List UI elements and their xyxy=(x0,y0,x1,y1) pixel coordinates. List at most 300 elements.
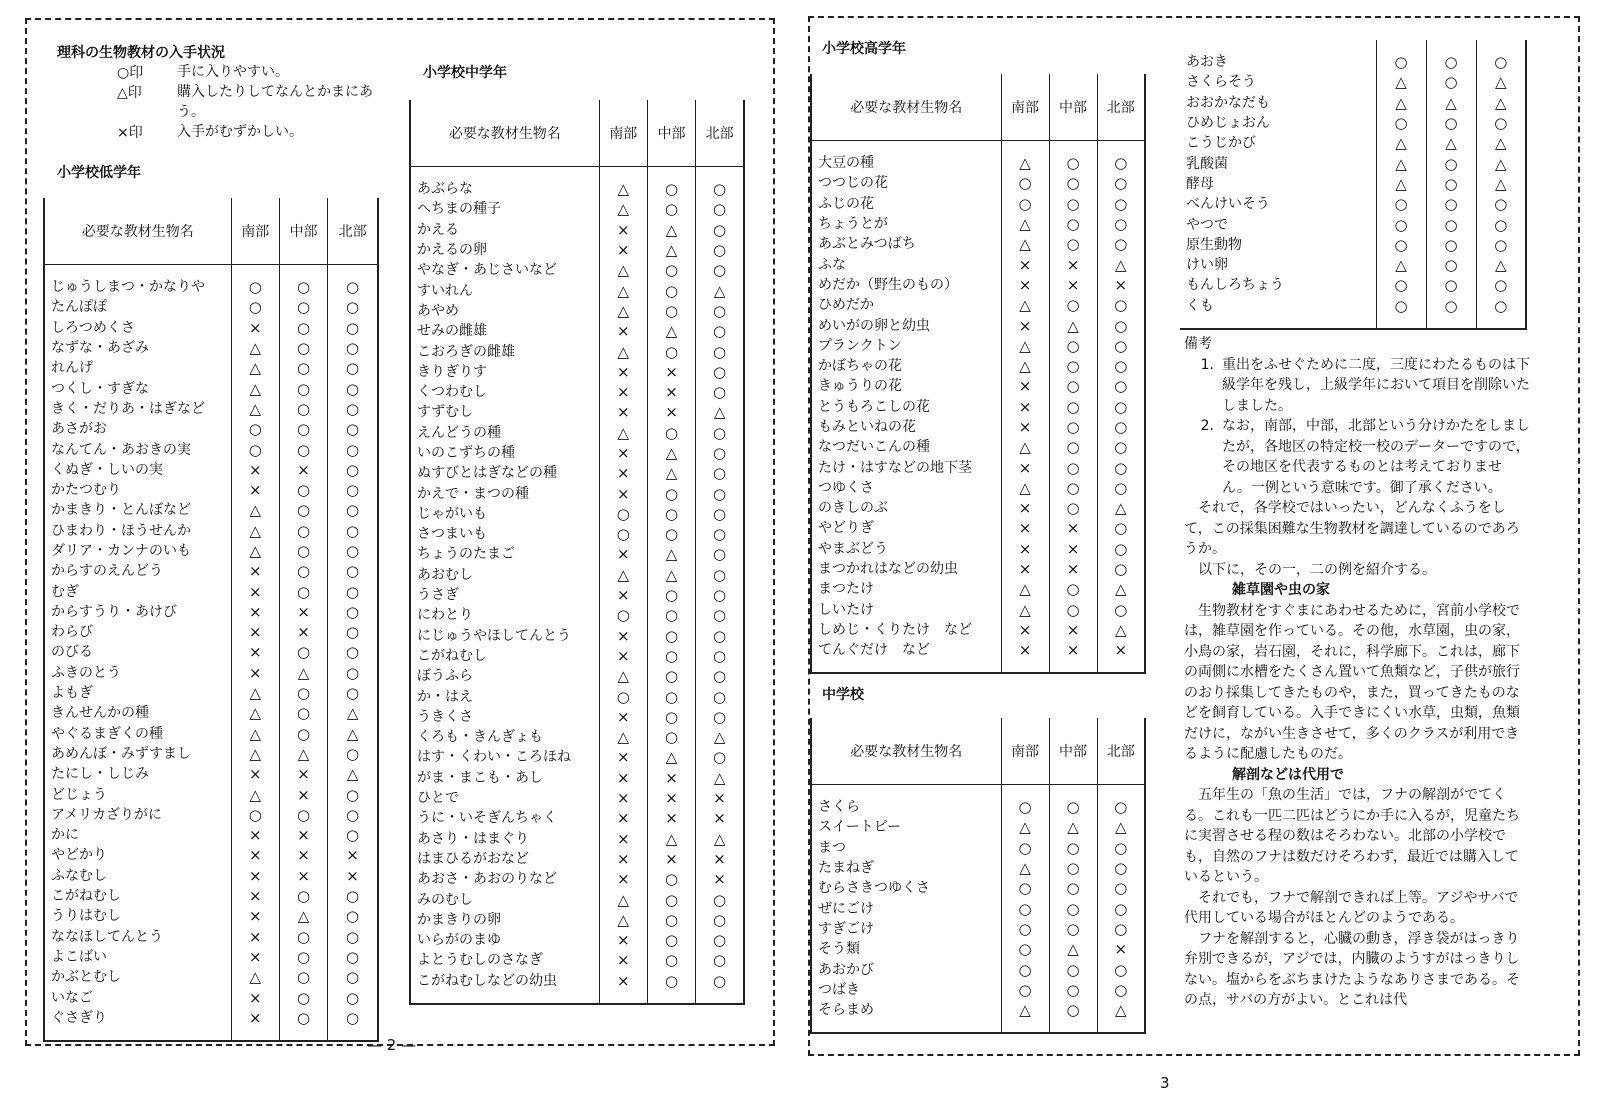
table-row xyxy=(44,297,378,317)
north-mark: ○ xyxy=(696,910,744,930)
south-mark: ○ xyxy=(231,419,279,439)
table-row xyxy=(811,376,1145,396)
south-mark: ○ xyxy=(1001,919,1049,939)
south-mark: △ xyxy=(1001,214,1049,234)
spacer-row xyxy=(811,1020,1145,1033)
spacer-row xyxy=(1180,316,1526,329)
north-mark: △ xyxy=(328,703,378,723)
table-row xyxy=(44,541,378,561)
table-row xyxy=(410,483,744,503)
south-mark: △ xyxy=(599,910,647,930)
north-mark: ○ xyxy=(328,318,378,338)
north-mark: × xyxy=(328,866,378,886)
table-row xyxy=(811,919,1145,939)
organism-name: なつだいこんの種 xyxy=(818,439,930,456)
north-mark: ○ xyxy=(696,585,744,605)
north-mark: △ xyxy=(1097,498,1145,518)
table-row xyxy=(44,561,378,581)
central-mark: ○ xyxy=(1049,478,1097,498)
organism-name: いなご xyxy=(51,989,93,1006)
north-mark: × xyxy=(1097,939,1145,959)
central-mark: ○ xyxy=(1426,113,1476,133)
organism-name: なんてん・あおきの実 xyxy=(51,441,191,458)
central-mark: △ xyxy=(279,906,327,926)
organism-name: やまぶどう xyxy=(818,540,888,557)
organism-name: しろつめくさ xyxy=(51,319,135,336)
organism-name: 酵母 xyxy=(1186,175,1214,192)
spacer-row xyxy=(410,991,744,1004)
junior-high-table xyxy=(810,718,1146,1034)
central-mark: × xyxy=(647,382,695,402)
organism-name: じゅうしまつ・かなりや xyxy=(51,279,205,296)
north-mark: × xyxy=(1097,275,1145,295)
spacer-row xyxy=(811,141,1145,154)
organism-name: かぼちゃの花 xyxy=(818,358,902,375)
north-mark: ○ xyxy=(696,341,744,361)
north-mark: ○ xyxy=(696,483,744,503)
organism-name: きりぎりす xyxy=(417,363,487,380)
north-mark: ○ xyxy=(328,500,378,520)
south-mark: × xyxy=(599,443,647,463)
table-row xyxy=(410,971,744,991)
header-name: 必要な教材生物名 xyxy=(44,198,231,265)
south-mark: × xyxy=(231,866,279,886)
organism-name: つくし・すぎな xyxy=(51,380,149,397)
south-mark: ○ xyxy=(231,805,279,825)
north-mark: ○ xyxy=(328,784,378,804)
central-mark: ○ xyxy=(1049,600,1097,620)
south-mark: × xyxy=(1001,376,1049,396)
central-mark: ○ xyxy=(279,480,327,500)
organism-name: がま・まこも・あし xyxy=(417,769,543,786)
lower-grade-table xyxy=(43,198,379,1042)
table-row xyxy=(44,521,378,541)
organism-name: うりはむし xyxy=(51,908,121,925)
organism-name: ひめだか xyxy=(818,297,874,314)
north-mark: ○ xyxy=(328,967,378,987)
table-row xyxy=(1180,235,1526,255)
central-mark: × xyxy=(1049,620,1097,640)
organism-name: からすのえんどう xyxy=(51,563,163,580)
table-row xyxy=(410,402,744,422)
south-mark: △ xyxy=(1001,234,1049,254)
north-mark: △ xyxy=(328,764,378,784)
table-header-row xyxy=(410,100,744,167)
south-mark: × xyxy=(599,240,647,260)
organism-name: のきしのぶ xyxy=(818,500,888,517)
organism-name: とうもろこしの花 xyxy=(818,398,930,415)
central-mark: ○ xyxy=(1426,52,1476,72)
header-north: 北部 xyxy=(328,198,378,265)
organism-name: たけ・はすなどの地下茎 xyxy=(818,459,972,476)
table-row xyxy=(44,460,378,480)
organism-name: いらがのまゆ xyxy=(417,932,501,949)
central-mark: ○ xyxy=(1049,838,1097,858)
table-row xyxy=(811,437,1145,457)
north-mark: ○ xyxy=(328,399,378,419)
north-mark: ○ xyxy=(1097,194,1145,214)
table-row xyxy=(811,959,1145,979)
south-mark: × xyxy=(599,950,647,970)
south-mark: △ xyxy=(231,744,279,764)
central-mark: ○ xyxy=(1049,153,1097,173)
north-mark: ○ xyxy=(1097,478,1145,498)
north-mark: ○ xyxy=(696,260,744,280)
north-mark: ○ xyxy=(328,541,378,561)
table-row xyxy=(410,808,744,828)
central-mark: ○ xyxy=(1426,72,1476,92)
south-mark: ○ xyxy=(1001,939,1049,959)
organism-name: みのむし xyxy=(417,891,473,908)
central-mark: × xyxy=(1049,254,1097,274)
north-mark: ○ xyxy=(696,544,744,564)
table-row xyxy=(410,686,744,706)
south-mark: × xyxy=(599,971,647,991)
south-mark: △ xyxy=(231,784,279,804)
south-mark: × xyxy=(1001,457,1049,477)
south-mark: × xyxy=(231,1008,279,1028)
north-mark: ○ xyxy=(328,561,378,581)
table-row xyxy=(44,683,378,703)
organism-name: じゃがいも xyxy=(417,505,487,522)
organism-name: たにし・しじみ xyxy=(51,766,149,783)
middle-grade-table xyxy=(409,100,745,1005)
central-mark: ○ xyxy=(279,967,327,987)
south-mark: △ xyxy=(231,399,279,419)
central-mark: △ xyxy=(279,744,327,764)
north-mark: ○ xyxy=(696,443,744,463)
south-mark: △ xyxy=(231,358,279,378)
north-mark: △ xyxy=(1097,620,1145,640)
central-mark: × xyxy=(647,362,695,382)
south-mark: × xyxy=(599,382,647,402)
table-row xyxy=(1180,296,1526,316)
south-mark: ○ xyxy=(1001,980,1049,1000)
north-mark: ○ xyxy=(696,321,744,341)
organism-name: あおき xyxy=(1186,54,1228,71)
south-mark: × xyxy=(599,930,647,950)
legend-text: 入手がむずかしい。 xyxy=(177,124,303,140)
south-mark: × xyxy=(599,768,647,788)
organism-name: つつじの花 xyxy=(818,175,888,192)
central-mark: × xyxy=(279,602,327,622)
north-mark: ○ xyxy=(1097,518,1145,538)
south-mark: △ xyxy=(599,280,647,300)
table-row xyxy=(410,646,744,666)
south-mark: △ xyxy=(231,500,279,520)
central-mark: × xyxy=(279,764,327,784)
south-mark: × xyxy=(599,585,647,605)
organism-name: うきくさ xyxy=(417,708,473,725)
south-mark: △ xyxy=(231,967,279,987)
organism-name: あおかび xyxy=(818,961,874,978)
north-mark: △ xyxy=(696,280,744,300)
organism-name: あさがお xyxy=(51,421,107,438)
organism-name: すいれん xyxy=(417,282,473,299)
central-mark: × xyxy=(279,866,327,886)
organism-name: 乳酸菌 xyxy=(1186,155,1228,172)
south-mark: △ xyxy=(231,703,279,723)
table-row xyxy=(811,173,1145,193)
table-row xyxy=(44,439,378,459)
organism-name: てんぐだけ など xyxy=(818,642,930,659)
central-mark: ○ xyxy=(1426,296,1476,316)
table-row xyxy=(811,539,1145,559)
central-mark: △ xyxy=(1426,133,1476,153)
table-row xyxy=(811,579,1145,599)
organism-name: たんぽぽ xyxy=(51,299,107,316)
central-mark: ○ xyxy=(1426,153,1476,173)
table-row xyxy=(811,194,1145,214)
central-mark: ○ xyxy=(1049,173,1097,193)
south-mark: △ xyxy=(1376,153,1426,173)
header-north: 北部 xyxy=(696,100,744,167)
body-paragraph: 生物教材をすぐまにあわせるために，宮前小学校では，雑草園を作っている。その他，水草園，虫の家，小鳥の家，岩石園，それに，科学廊下。これは，廊下の両側に水槽をたくさん置いて魚類など，子供が旅行のおり採集してきたものや，また，買ってきたものなどを飼育している。入手できにくい水草，虫類，魚類だけに，ながい生きさせて，多くのクラスが利用できるように配慮したものだ。 xyxy=(1184,602,1520,762)
notes-section xyxy=(1184,334,1530,1011)
table-row xyxy=(44,419,378,439)
upper-grade-title: 小学校高学年 xyxy=(822,41,906,57)
central-mark: ○ xyxy=(1049,878,1097,898)
section-heading: 雑草園や虫の家 xyxy=(1232,582,1330,598)
organism-name: すぎごけ xyxy=(818,920,874,937)
central-mark: △ xyxy=(647,220,695,240)
organism-name: ぐさぎり xyxy=(51,1009,107,1026)
organism-name: あおさ・あおのりなど xyxy=(417,871,557,888)
south-mark: ○ xyxy=(1376,194,1426,214)
organism-name: プランクトン xyxy=(818,337,902,354)
table-row xyxy=(811,336,1145,356)
organism-name: かに xyxy=(51,827,79,844)
north-mark: ○ xyxy=(1097,153,1145,173)
north-mark: ○ xyxy=(1097,295,1145,315)
south-mark: × xyxy=(231,663,279,683)
organism-name: かえるの卵 xyxy=(417,242,487,259)
legend-circle xyxy=(117,62,377,82)
north-mark: × xyxy=(696,849,744,869)
north-mark: ○ xyxy=(696,707,744,727)
junior-high-title: 中学校 xyxy=(822,687,864,703)
central-mark: × xyxy=(647,788,695,808)
north-mark: ○ xyxy=(1097,214,1145,234)
table-row xyxy=(44,602,378,622)
south-mark: △ xyxy=(1376,93,1426,113)
table-row xyxy=(811,214,1145,234)
table-row xyxy=(44,1008,378,1028)
organism-name: のびる xyxy=(51,644,93,661)
central-mark: △ xyxy=(1049,939,1097,959)
central-mark: ○ xyxy=(1049,980,1097,1000)
header-central: 中部 xyxy=(1049,718,1097,785)
table-row xyxy=(1180,174,1526,194)
table-row xyxy=(410,341,744,361)
south-mark: × xyxy=(1001,640,1049,660)
south-mark: ○ xyxy=(231,439,279,459)
north-mark: × xyxy=(1097,640,1145,660)
central-mark: ○ xyxy=(647,585,695,605)
table-row xyxy=(811,797,1145,817)
organism-name: えんどうの種 xyxy=(417,424,501,441)
north-mark: ○ xyxy=(1097,959,1145,979)
legend-cross xyxy=(117,122,377,142)
north-mark: △ xyxy=(1476,255,1526,275)
organism-name: くつわむし xyxy=(417,384,487,401)
header-south: 南部 xyxy=(599,100,647,167)
table-row xyxy=(44,663,378,683)
table-row xyxy=(44,378,378,398)
south-mark: × xyxy=(599,646,647,666)
south-mark: △ xyxy=(1376,174,1426,194)
table-row xyxy=(811,153,1145,173)
central-mark: × xyxy=(647,768,695,788)
table-row xyxy=(811,315,1145,335)
table-row xyxy=(44,399,378,419)
central-mark: × xyxy=(279,784,327,804)
north-mark: ○ xyxy=(696,950,744,970)
south-mark: △ xyxy=(1001,153,1049,173)
south-mark: × xyxy=(599,362,647,382)
north-mark: △ xyxy=(1097,817,1145,837)
organism-name: まつ xyxy=(818,839,846,856)
table-row xyxy=(410,382,744,402)
central-mark: ○ xyxy=(279,927,327,947)
organism-name: あめんぼ・みずすまし xyxy=(51,745,191,762)
table-row xyxy=(811,397,1145,417)
central-mark: ○ xyxy=(279,277,327,297)
organism-name: にじゅうやほしてんとう xyxy=(417,627,571,644)
table-row xyxy=(44,927,378,947)
north-mark: △ xyxy=(1097,254,1145,274)
organism-name: めいがの卵と幼虫 xyxy=(818,317,930,334)
north-mark: △ xyxy=(1097,579,1145,599)
south-mark: × xyxy=(231,318,279,338)
central-mark: ○ xyxy=(279,541,327,561)
south-mark: × xyxy=(599,626,647,646)
south-mark: △ xyxy=(599,423,647,443)
organism-name: つばき xyxy=(818,981,860,998)
table-row xyxy=(44,987,378,1007)
header-central: 中部 xyxy=(1049,74,1097,141)
north-mark: ○ xyxy=(1097,898,1145,918)
header-name: 必要な教材生物名 xyxy=(811,74,1001,141)
north-mark: ○ xyxy=(328,358,378,378)
organism-name: おおかなだも xyxy=(1186,94,1270,111)
north-mark: ○ xyxy=(328,663,378,683)
central-mark: ○ xyxy=(647,950,695,970)
south-mark: × xyxy=(599,808,647,828)
north-mark: ○ xyxy=(328,480,378,500)
south-mark: △ xyxy=(1001,437,1049,457)
central-mark: × xyxy=(1049,539,1097,559)
north-mark: ○ xyxy=(328,1008,378,1028)
south-mark: ○ xyxy=(599,605,647,625)
table-row xyxy=(811,295,1145,315)
north-mark: ○ xyxy=(696,504,744,524)
central-mark: ○ xyxy=(279,297,327,317)
north-mark: ○ xyxy=(696,423,744,443)
north-mark: ○ xyxy=(1476,275,1526,295)
organism-name: こおろぎの雌雄 xyxy=(417,343,515,360)
central-mark: ○ xyxy=(279,581,327,601)
table-row xyxy=(410,869,744,889)
south-mark: × xyxy=(231,987,279,1007)
south-mark: × xyxy=(231,561,279,581)
legend-text: 手に入りやすい。 xyxy=(177,64,289,80)
north-mark: ○ xyxy=(328,460,378,480)
table-row xyxy=(410,626,744,646)
north-mark: ○ xyxy=(1097,600,1145,620)
legend-triangle xyxy=(117,82,387,122)
south-mark: ○ xyxy=(231,297,279,317)
central-mark: ○ xyxy=(1426,214,1476,234)
north-mark: ○ xyxy=(1097,457,1145,477)
central-mark: △ xyxy=(647,565,695,585)
central-mark: ○ xyxy=(279,338,327,358)
table-row xyxy=(811,600,1145,620)
north-mark: ○ xyxy=(1097,173,1145,193)
central-mark: ○ xyxy=(279,947,327,967)
table-row xyxy=(410,910,744,930)
south-mark: △ xyxy=(231,724,279,744)
central-mark: ○ xyxy=(1049,214,1097,234)
south-mark: ○ xyxy=(1001,173,1049,193)
table-row xyxy=(410,950,744,970)
organism-name: あさり・はまぐり xyxy=(417,830,529,847)
central-mark: △ xyxy=(647,829,695,849)
central-mark: ○ xyxy=(1049,858,1097,878)
organism-name: かまきり・とんぼなど xyxy=(51,502,191,519)
lower-grade-title: 小学校低学年 xyxy=(57,165,141,181)
central-mark: ○ xyxy=(647,727,695,747)
north-mark: △ xyxy=(696,402,744,422)
central-mark: ○ xyxy=(647,626,695,646)
spacer-row xyxy=(44,1028,378,1041)
south-mark: × xyxy=(231,642,279,662)
north-mark: △ xyxy=(696,829,744,849)
table-row xyxy=(410,504,744,524)
organism-name: まつたけ xyxy=(818,581,874,598)
organism-name: ひとで xyxy=(417,790,459,807)
section-heading: 解剖などは代用で xyxy=(1232,766,1344,783)
table-row xyxy=(44,724,378,744)
north-mark: ○ xyxy=(328,297,378,317)
table-row xyxy=(410,524,744,544)
south-mark: △ xyxy=(1001,336,1049,356)
south-mark: △ xyxy=(1376,133,1426,153)
organism-name: つゆくさ xyxy=(818,479,874,496)
table-row xyxy=(410,747,744,767)
table-header-row xyxy=(811,74,1145,141)
organism-name: ダリア・カンナのいも xyxy=(51,543,191,559)
table-row xyxy=(410,443,744,463)
organism-name: さくら xyxy=(818,799,860,816)
table-row xyxy=(410,321,744,341)
table-row xyxy=(410,544,744,564)
table-row xyxy=(44,906,378,926)
south-mark: × xyxy=(599,869,647,889)
organism-name: ひまわり・ほうせんか xyxy=(51,522,191,539)
north-mark: ○ xyxy=(328,378,378,398)
body-paragraph: フナを解剖すると，心臓の動き，浮き袋がはっきり弁別できるが，アジでは，内臓のようすがはっきりしない。塩からをぶちまけたようなありさまである。その点，サバの方がよい。とこれは代 xyxy=(1184,930,1520,1008)
table-row xyxy=(410,829,744,849)
organism-name: うに・いそぎんちゃく xyxy=(417,810,557,827)
north-mark: ○ xyxy=(328,805,378,825)
central-mark: ○ xyxy=(647,301,695,321)
central-mark: ○ xyxy=(1426,174,1476,194)
south-mark: △ xyxy=(1001,858,1049,878)
organism-name: やつで xyxy=(1186,216,1228,233)
organism-name: こがねむし xyxy=(51,888,121,905)
table-row xyxy=(811,417,1145,437)
